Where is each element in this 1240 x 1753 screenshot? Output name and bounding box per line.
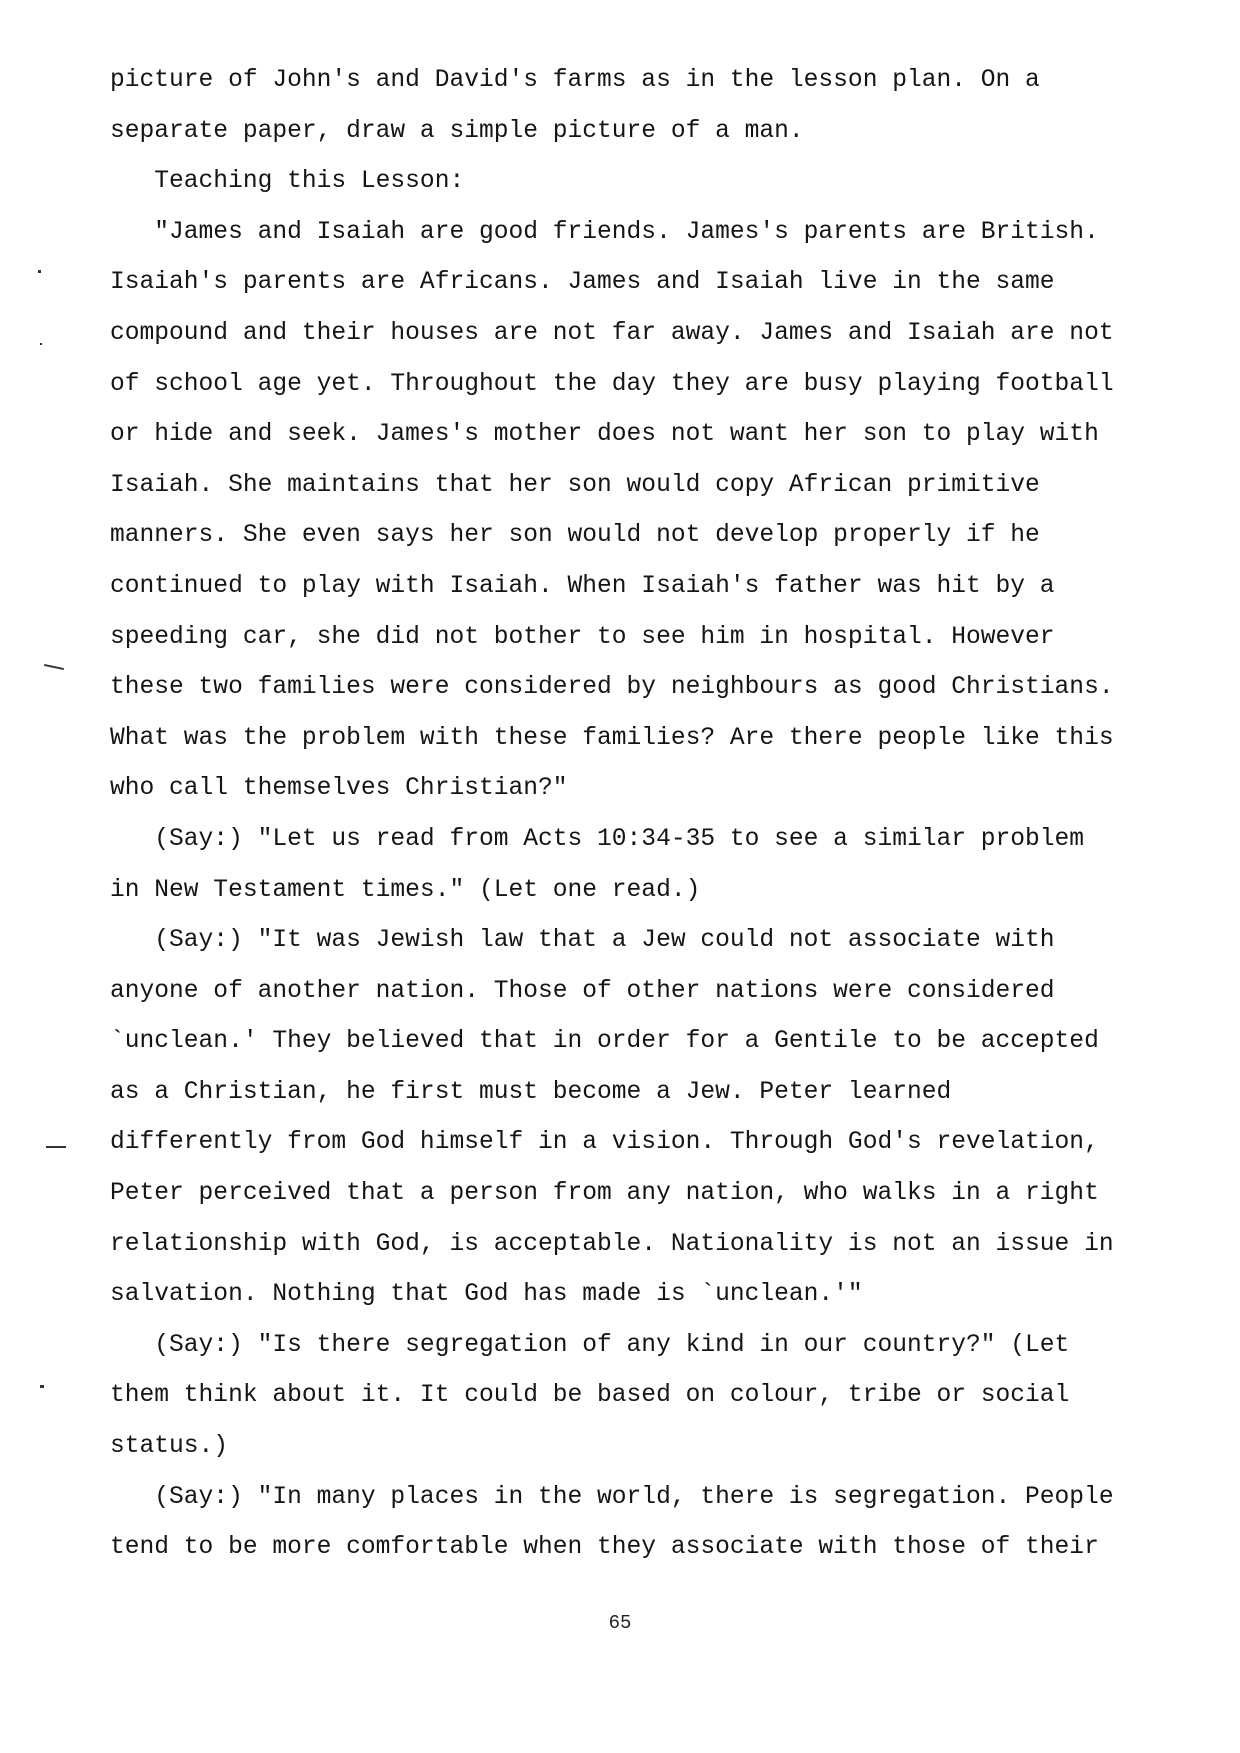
margin-mark [40, 343, 42, 345]
text-line: (Say:) "Let us read from Acts 10:34-35 to see a similar problem [110, 825, 1085, 853]
text-line: salvation. Nothing that God has made is `unclean.'" [110, 1281, 863, 1309]
text-line: of school age yet. Throughout the day they are busy playing football [110, 370, 1114, 398]
text-line: tend to be more comfortable when they associate with those of their [110, 1534, 1099, 1562]
text-line: differently from God himself in a vision. Through God's revelation, [110, 1129, 1099, 1157]
margin-mark [46, 1146, 66, 1148]
text-line: or hide and seek. James's mother does not want her son to play with [110, 421, 1099, 449]
text-line: Teaching this Lesson: [110, 168, 465, 196]
text-line: status.) [110, 1433, 229, 1461]
text-line: (Say:) "In many places in the world, there is segregation. People [110, 1483, 1114, 1511]
text-line: `unclean.' They believed that in order for a Gentile to be accepted [110, 1028, 1099, 1056]
text-line: manners. She even says her son would not develop properly if he [110, 522, 1040, 550]
text-line: compound and their houses are not far away. James and Isaiah are not [110, 319, 1114, 347]
margin-mark [38, 270, 41, 273]
text-line: anyone of another nation. Those of other nations were considered [110, 977, 1055, 1005]
text-line: as a Christian, he first must become a Jew. Peter learned [110, 1078, 952, 1106]
text-line: picture of John's and David's farms as in the lesson plan. On a [110, 67, 1040, 94]
text-line: Isaiah's parents are Africans. James and Isaiah live in the same [110, 269, 1055, 297]
text-line: relationship with God, is acceptable. Nationality is not an issue in [110, 1230, 1114, 1258]
text-line: (Say:) "Is there segregation of any kind in our country?" (Let [110, 1331, 1070, 1359]
text-line: Isaiah. She maintains that her son would copy African primitive [110, 471, 1040, 499]
text-line: who call themselves Christian?" [110, 775, 568, 803]
text-line: in New Testament times." (Let one read.) [110, 876, 701, 904]
text-line: (Say:) "It was Jewish law that a Jew could not associate with [110, 927, 1055, 955]
document-body [110, 56, 1190, 1574]
text-line: "James and Isaiah are good friends. James's parents are British. [110, 218, 1099, 246]
text-line: them think about it. It could be based on colour, tribe or social [110, 1382, 1070, 1410]
text-line: What was the problem with these families? Are there people like this [110, 724, 1114, 752]
text-line: separate paper, draw a simple picture of a man. [110, 117, 804, 145]
page-number: 65 [608, 1612, 632, 1634]
text-line: Peter perceived that a person from any nation, who walks in a right [110, 1180, 1099, 1208]
margin-mark [40, 1385, 44, 1388]
text-line: continued to play with Isaiah. When Isaiah's father was hit by a [110, 572, 1055, 600]
text-line: speeding car, she did not bother to see him in hospital. However [110, 623, 1055, 651]
margin-mark [44, 664, 64, 670]
text-line: these two families were considered by neighbours as good Christians. [110, 674, 1114, 702]
